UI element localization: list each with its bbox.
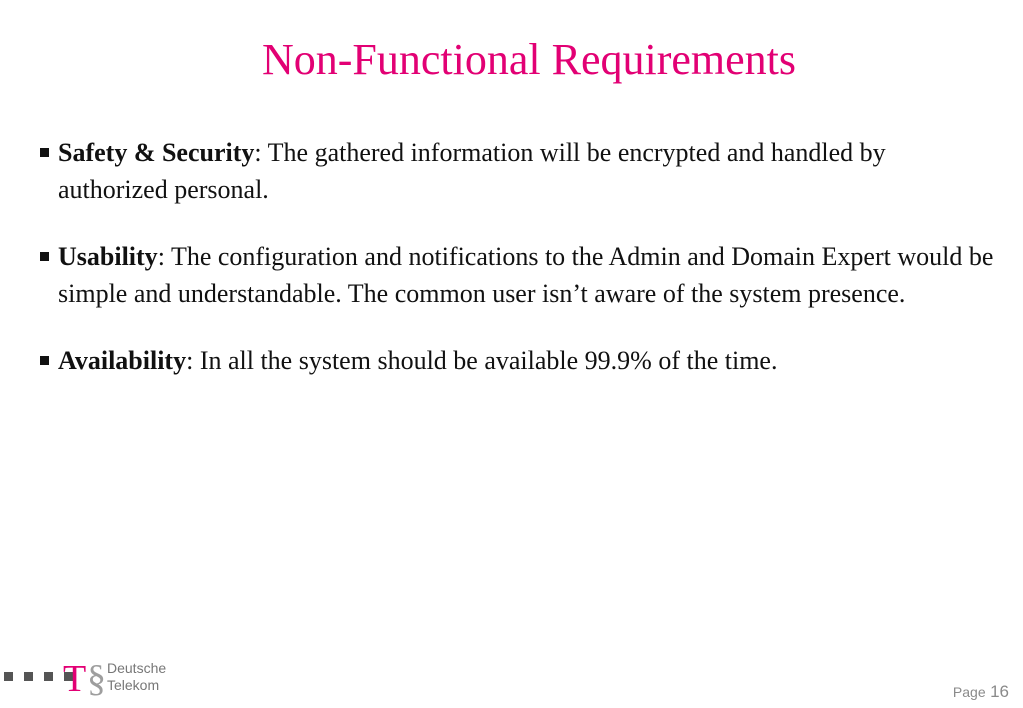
page-number: 16 [990,682,1009,701]
logo-line-1: Deutsche [107,660,167,676]
logo-line-2: Telekom [107,677,160,693]
bullet-text: : The gathered information will be encrypted and handled by authorized personal. [58,138,886,204]
slide-title: Non-Functional Requirements [261,35,796,84]
bullet-term: Usability [58,242,158,271]
logo-dot [44,672,53,681]
deutsche-telekom-logo [0,656,200,702]
logo-dot [24,672,33,681]
bullet-list [38,134,998,379]
bullet-text: : In all the system should be available 99.9% of the time. [186,346,778,375]
bullet-safety-security [38,134,998,208]
bullet-usability [38,238,998,312]
page-indicator [953,682,1009,702]
square-bullet-icon [40,252,49,261]
bullet-term: Safety & Security [58,138,255,167]
bullet-availability [38,342,998,379]
telekom-t-icon: T [63,658,87,700]
square-bullet-icon [40,356,49,365]
bullet-text: : The configuration and notifications to the Admin and Domain Expert would be simple and understandable. The common user isn’t aware of the system presence. [58,242,994,308]
page-label: Page [952,684,986,700]
logo-wordmark [107,660,166,694]
square-bullet-icon [40,148,49,157]
bullet-term: Availability [58,346,187,375]
logo-dot [4,672,13,681]
section-mark-icon: § [87,658,106,700]
